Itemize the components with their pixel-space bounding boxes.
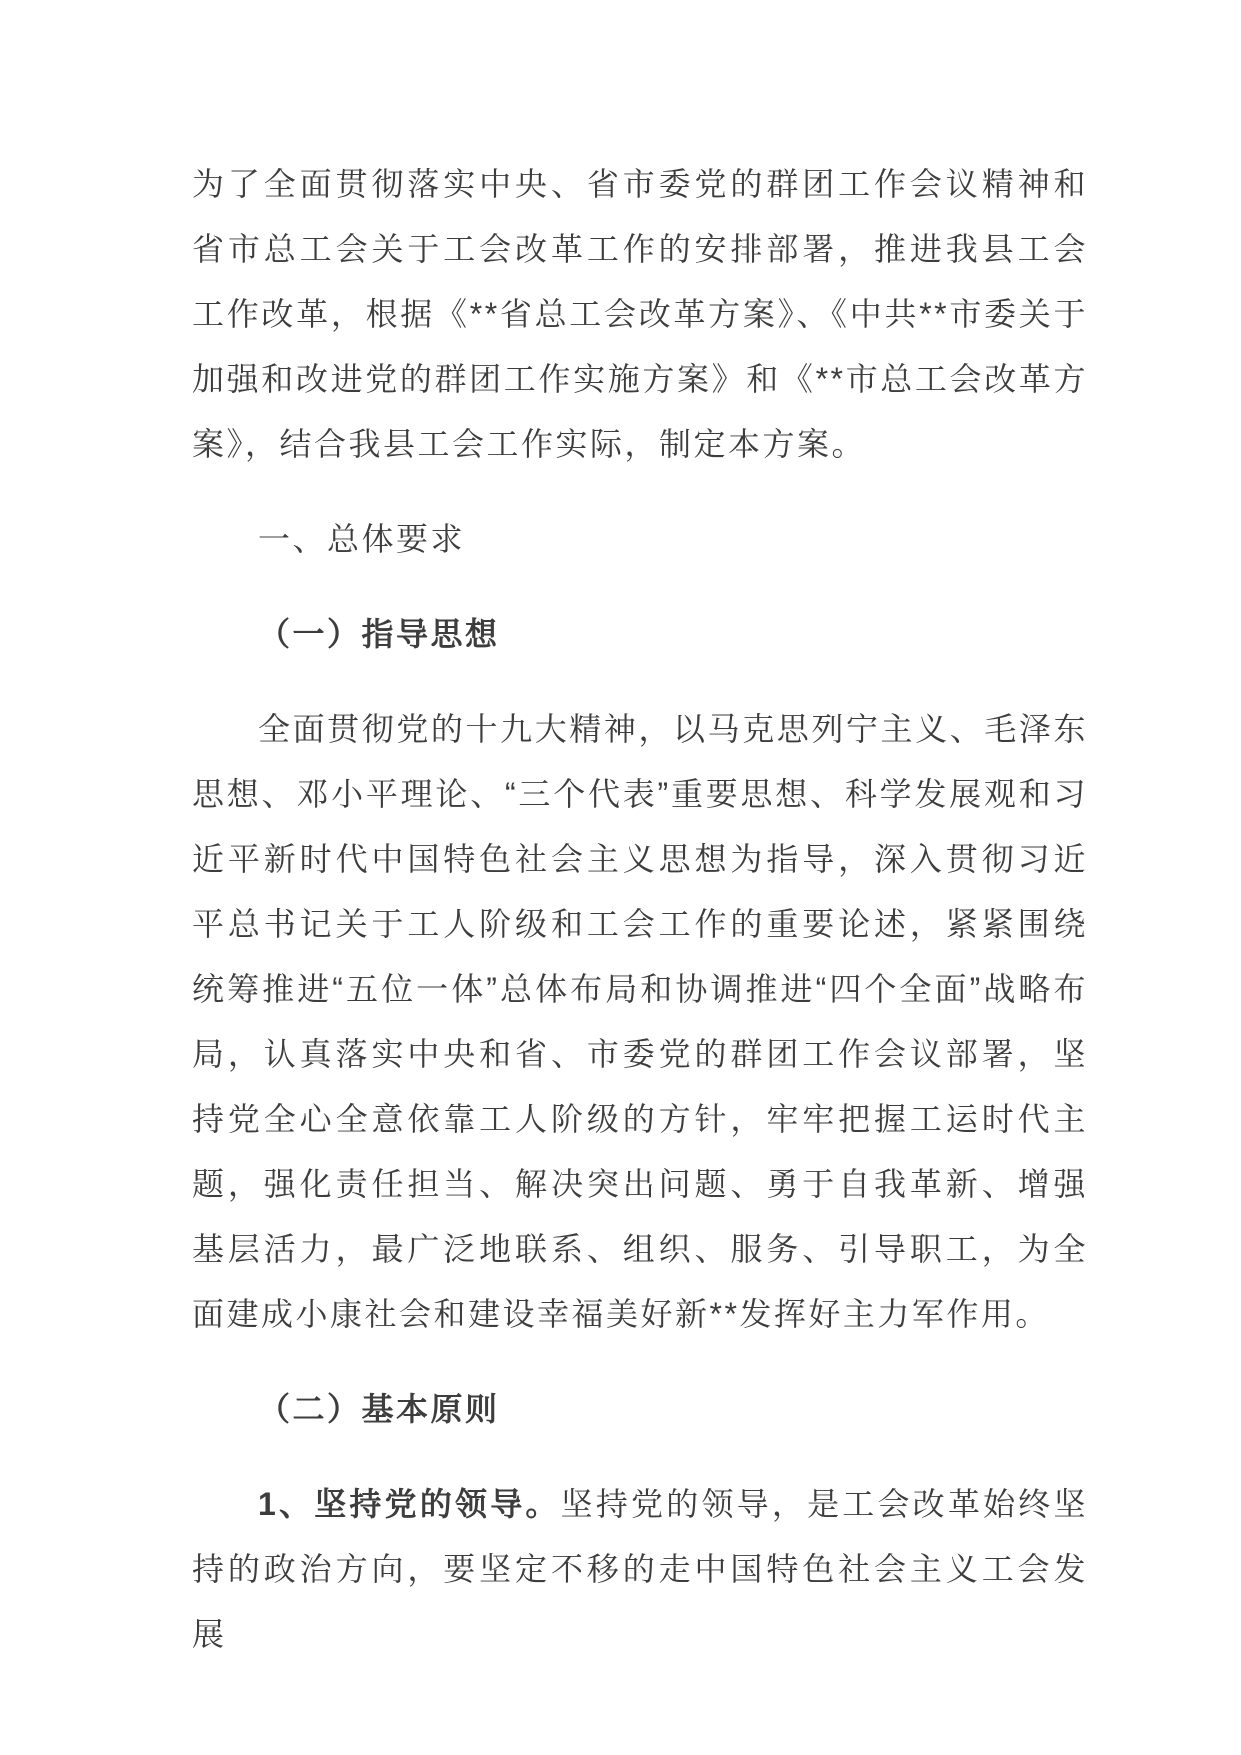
- section-heading-overall-requirements: 一、总体要求: [258, 521, 466, 557]
- paragraph-guiding-ideology: 全面贯彻党的十九大精神，以马克思列宁主义、毛泽东思想、邓小平理论、“三个代表”重要思想、科学发展观和习近平新时代中国特色社会主义思想为指导，深入贯彻习近平总书记关于工人阶级和工会工作的重要论述，紧紧围绕统筹推进“五位一体”总体布局和协调推进“四个全面”战略布局，认真落实中央和省、市委党的群团工作会议部署，坚持党全心全意依靠工人阶级的方针，牢牢把握工运时代主题，强化责任担当、解决突出问题、勇于自我革新、增强基层活力，最广泛地联系、组织、服务、引导职工，为全面建成小康社会和建设幸福美好新**发挥好主力军作用。: [192, 711, 1088, 1332]
- subsection-heading-guiding-ideology: （一）指导思想: [258, 616, 500, 652]
- paragraph-principle-party-leadership: [192, 1472, 1088, 1667]
- subsection-heading-basic-principles: （二）基本原则: [258, 1391, 500, 1427]
- principle-lead-bold-text: 1、坚持党的领导。: [258, 1486, 561, 1522]
- principle-body-text: 坚持党的领导，是工会改革始终坚持的政治方向，要坚定不移的走中国特色社会主义工会发展: [192, 1486, 1088, 1652]
- paragraph-opening: 为了全面贯彻落实中央、省市委党的群团工作会议精神和省市总工会关于工会改革工作的安排部署，推进我县工会工作改革，根据《**省总工会改革方案》、《中共**市委关于加强和改进党的群团工作实施方案》和《**市总工会改革方案》，结合我县工会工作实际，制定本方案。: [192, 166, 1088, 462]
